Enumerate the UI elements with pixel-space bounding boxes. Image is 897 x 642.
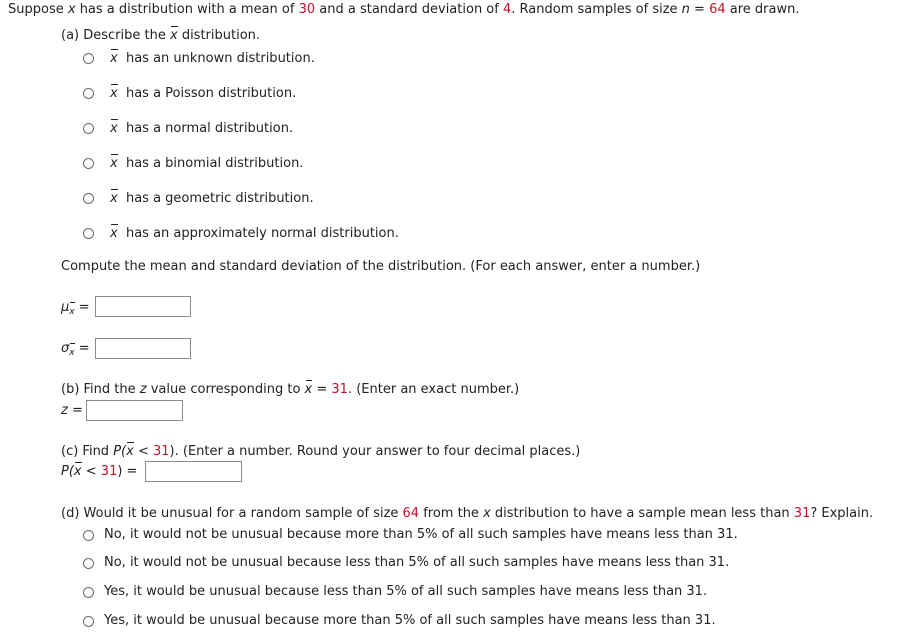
size-value: 64: [709, 2, 726, 17]
part-a-heading: [61, 28, 260, 44]
sigma-symbol: σ: [61, 341, 70, 356]
part-d-size: 64: [402, 506, 420, 521]
part-b-t2: value corresponding to: [146, 382, 305, 397]
option-a-4-text: has a geometric distribution.: [125, 191, 314, 206]
part-a-label-end: distribution.: [177, 28, 261, 43]
option-d-0: No, it would not be unusual because more than 5% of all such samples have means less than 31.: [104, 527, 738, 542]
option-a-4-x: x: [110, 191, 118, 206]
intro-t5: =: [689, 2, 710, 17]
option-a-3-x: x: [110, 156, 118, 171]
option-d-1: No, it would not be unusual because less than 5% of all such samples have means less than 31.: [104, 555, 730, 570]
radio-a-4[interactable]: [83, 193, 94, 204]
intro-text: [8, 2, 799, 18]
part-b-t3: =: [312, 382, 332, 397]
option-a-4: [110, 191, 314, 207]
intro-t2: has a distribution with a mean of: [75, 2, 299, 17]
part-b-t1: (b) Find the: [61, 382, 140, 397]
mu-sub-x: x: [69, 304, 74, 320]
part-d-heading: [61, 506, 873, 522]
part-c-heading: [61, 444, 580, 460]
part-c-p: P(: [113, 444, 127, 459]
part-d-t3: distribution to have a sample mean less than: [490, 506, 794, 521]
mean-value: 30: [298, 2, 316, 17]
part-d-t2: from the: [419, 506, 484, 521]
option-a-2-text: has a normal distribution.: [125, 121, 294, 136]
radio-a-2[interactable]: [83, 123, 94, 134]
radio-d-2[interactable]: [83, 587, 94, 598]
intro-x: x: [67, 2, 76, 17]
radio-d-1[interactable]: [83, 558, 94, 569]
option-d-3: Yes, it would be unusual because more than 5% of all such samples have means less than 31.: [104, 613, 716, 628]
sigma-eq: =: [78, 341, 90, 356]
sigma-xbar-label: [61, 341, 90, 361]
part-c-t1: (c) Find: [61, 444, 114, 459]
z-input[interactable]: [86, 400, 183, 421]
sigma-sub-x: x: [69, 345, 74, 361]
radio-d-3[interactable]: [83, 616, 94, 627]
option-d-2: Yes, it would be unusual because less than 5% of all such samples have means less than 31.: [104, 584, 708, 599]
part-a-label: (a) Describe the: [61, 28, 170, 43]
option-a-0: [110, 51, 315, 67]
option-a-1-text: has a Poisson distribution.: [125, 86, 297, 101]
option-a-3: [110, 156, 303, 172]
part-d-t1: (d) Would it be unusual for a random sample of size: [61, 506, 403, 521]
part-a-xbar: x: [169, 28, 178, 43]
mu-symbol: μ: [61, 300, 70, 315]
part-c-value: 31: [153, 444, 170, 459]
part-b-z: z: [139, 382, 147, 397]
radio-a-0[interactable]: [83, 53, 94, 64]
radio-d-0[interactable]: [83, 530, 94, 541]
part-d-x: x: [483, 506, 491, 521]
p-label-lt: <: [81, 464, 101, 479]
mu-eq: =: [78, 300, 90, 315]
option-a-2-x: x: [110, 121, 118, 136]
radio-a-3[interactable]: [83, 158, 94, 169]
sd-value: 4: [502, 2, 512, 17]
option-a-5-text: has an approximately normal distribution.: [125, 226, 399, 241]
p-label-xbar: x: [73, 464, 82, 479]
p-label: [61, 464, 137, 480]
sigma-xbar-input[interactable]: [95, 338, 191, 359]
option-a-0-text: has an unknown distribution.: [125, 51, 315, 66]
part-b-value: 31: [331, 382, 348, 397]
part-c-t2: ). (Enter a number. Round your answer to four decimal places.): [169, 444, 581, 459]
part-b-heading: [61, 382, 519, 398]
p-label-p: P(: [61, 464, 74, 479]
part-d-t4: ? Explain.: [810, 506, 874, 521]
option-a-1-x: x: [110, 86, 118, 101]
option-a-2: [110, 121, 293, 137]
p-label-eq: =: [122, 464, 138, 479]
part-b-xbar: x: [304, 382, 313, 397]
radio-a-1[interactable]: [83, 88, 94, 99]
intro-n: n: [681, 2, 690, 17]
option-a-3-text: has a binomial distribution.: [125, 156, 304, 171]
compute-instruction: Compute the mean and standard deviation of the distribution. (For each answer, enter a number.): [61, 259, 701, 274]
part-b-t4: . (Enter an exact number.): [347, 382, 520, 397]
part-c-lt: <: [133, 444, 153, 459]
option-a-0-x: x: [110, 51, 118, 66]
option-a-5: [110, 226, 399, 242]
probability-input[interactable]: [145, 461, 242, 482]
intro-t6: are drawn.: [725, 2, 800, 17]
p-label-value: 31: [100, 464, 118, 479]
part-d-value: 31: [793, 506, 811, 521]
p-label-close: ): [117, 464, 123, 479]
intro-t3: and a standard deviation of: [315, 2, 503, 17]
option-a-5-x: x: [110, 226, 118, 241]
mu-xbar-label: [61, 300, 90, 320]
radio-a-5[interactable]: [83, 228, 94, 239]
intro-t4: . Random samples of size: [511, 2, 682, 17]
z-label-text: z =: [61, 403, 83, 418]
part-c-xbar: x: [126, 444, 134, 459]
intro-t1: Suppose: [8, 2, 68, 17]
z-label: [61, 403, 83, 419]
option-a-1: [110, 86, 296, 102]
mu-xbar-input[interactable]: [95, 296, 191, 317]
